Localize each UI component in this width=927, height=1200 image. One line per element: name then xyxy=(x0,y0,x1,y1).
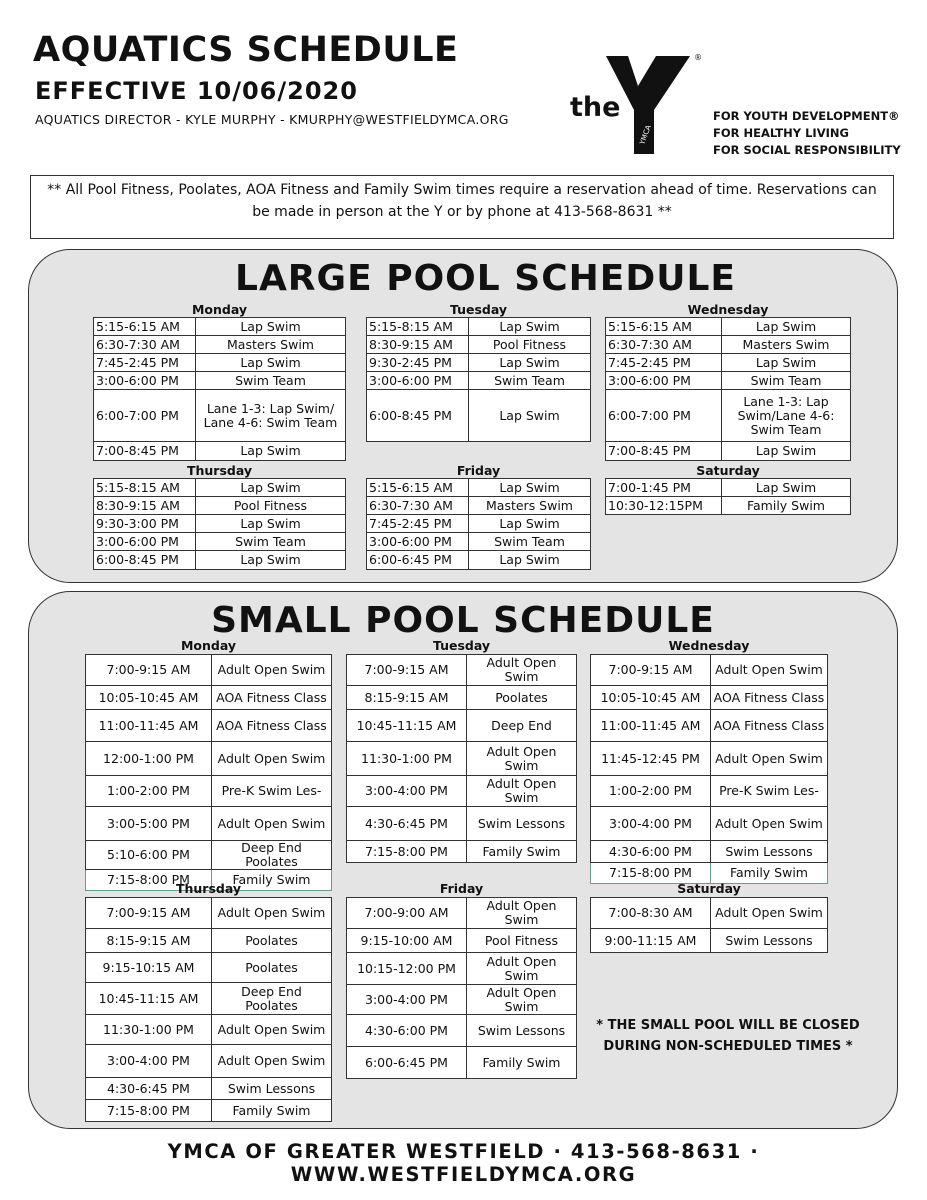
activity-cell: Adult Open Swim xyxy=(711,898,828,929)
table-row xyxy=(347,710,577,742)
table-row xyxy=(347,1015,577,1047)
table-row xyxy=(86,983,332,1015)
time-cell: 10:15-12:00 PM xyxy=(347,953,467,985)
table-row xyxy=(347,807,577,841)
large-friday-table xyxy=(366,478,591,570)
table-row xyxy=(591,929,828,953)
time-cell: 10:30-12:15PM xyxy=(606,497,722,515)
table-row xyxy=(94,390,346,442)
small-thursday-table xyxy=(85,897,332,1122)
table-row xyxy=(367,372,591,390)
activity-cell: Deep End Poolates xyxy=(212,983,332,1015)
time-cell: 3:00-4:00 PM xyxy=(86,1045,212,1078)
activity-cell: Swim Lessons xyxy=(467,807,577,841)
table-row xyxy=(86,929,332,953)
activity-cell: Swim Lessons xyxy=(212,1078,332,1100)
time-cell: 6:30-7:30 AM xyxy=(94,336,196,354)
table-row xyxy=(591,742,828,776)
table-row xyxy=(347,655,577,686)
time-cell: 6:00-8:45 PM xyxy=(367,390,469,442)
table-row xyxy=(367,533,591,551)
time-cell: 11:45-12:45 PM xyxy=(591,742,711,776)
time-cell: 3:00-5:00 PM xyxy=(86,807,212,841)
time-cell: 3:00-6:00 PM xyxy=(367,533,469,551)
small-pool-title: SMALL POOL SCHEDULE xyxy=(211,600,715,641)
activity-cell: Adult Open Swim xyxy=(711,807,828,841)
activity-cell: Lap Swim xyxy=(722,318,851,336)
activity-cell: Masters Swim xyxy=(196,336,346,354)
activity-cell: Pre-K Swim Les- xyxy=(711,776,828,807)
table-row xyxy=(86,710,332,742)
time-cell: 4:30-6:45 PM xyxy=(347,807,467,841)
large-thursday-table xyxy=(93,478,346,570)
time-cell: 5:15-6:15 AM xyxy=(94,318,196,336)
activity-cell: Family Swim xyxy=(467,841,577,863)
time-cell: 5:15-8:15 AM xyxy=(367,318,469,336)
activity-cell: Family Swim xyxy=(711,863,828,884)
large-day-wednesday: Wednesday xyxy=(687,302,769,317)
table-row xyxy=(94,372,346,390)
large-day-saturday: Saturday xyxy=(696,463,760,478)
table-row xyxy=(367,479,591,497)
activity-cell: Lane 1-3: Lap Swim/ Lane 4-6: Swim Team xyxy=(196,390,346,442)
time-cell: 7:15-8:00 PM xyxy=(591,863,711,884)
table-row xyxy=(347,841,577,863)
tagline-youth-development: FOR YOUTH DEVELOPMENT® xyxy=(713,109,900,123)
time-cell: 9:30-2:45 PM xyxy=(367,354,469,372)
time-cell: 5:15-6:15 AM xyxy=(606,318,722,336)
activity-cell: Lap Swim xyxy=(196,551,346,570)
table-row xyxy=(367,497,591,515)
time-cell: 10:45-11:15 AM xyxy=(86,983,212,1015)
time-cell: 3:00-6:00 PM xyxy=(606,372,722,390)
table-row xyxy=(606,336,851,354)
activity-cell: Adult Open Swim xyxy=(212,1015,332,1045)
activity-cell: AOA Fitness Class xyxy=(711,710,828,742)
small-pool-closed-note xyxy=(578,1015,878,1057)
time-cell: 6:00-7:00 PM xyxy=(606,390,722,442)
large-day-tuesday: Tuesday xyxy=(449,302,508,317)
table-row xyxy=(606,479,851,497)
time-cell: 7:00-8:45 PM xyxy=(94,442,196,461)
aquatics-director-contact: AQUATICS DIRECTOR - KYLE MURPHY - KMURPHY@WESTFIELDYMCA.ORG xyxy=(35,112,509,127)
activity-cell: Adult Open Swim xyxy=(467,742,577,776)
small-wednesday-table xyxy=(590,654,828,884)
time-cell: 10:05-10:45 AM xyxy=(86,686,212,710)
table-row xyxy=(86,655,332,686)
table-row xyxy=(94,442,346,461)
time-cell: 3:00-4:00 PM xyxy=(347,776,467,807)
table-row xyxy=(86,742,332,776)
small-day-wednesday: Wednesday xyxy=(668,638,750,653)
table-row xyxy=(94,515,346,533)
large-pool-title: LARGE POOL SCHEDULE xyxy=(235,258,736,299)
time-cell: 9:00-11:15 AM xyxy=(591,929,711,953)
registered-mark: ® xyxy=(694,53,702,62)
activity-cell: Swim Team xyxy=(196,372,346,390)
activity-cell: AOA Fitness Class xyxy=(711,686,828,710)
time-cell: 12:00-1:00 PM xyxy=(86,742,212,776)
small-day-thursday: Thursday xyxy=(175,881,242,896)
time-cell: 7:00-1:45 PM xyxy=(606,479,722,497)
time-cell: 3:00-4:00 PM xyxy=(347,985,467,1015)
closed-note-line-2: DURING NON-SCHEDULED TIMES * xyxy=(603,1039,853,1054)
time-cell: 9:15-10:15 AM xyxy=(86,953,212,983)
time-cell: 7:00-9:15 AM xyxy=(591,655,711,686)
reservation-notice: ** All Pool Fitness, Poolates, AOA Fitness and Family Swim times require a reservation ahead of time. Reservations can be made in person at the Y or by phone at 413-568-8631 ** xyxy=(30,175,894,239)
table-row xyxy=(606,372,851,390)
time-cell: 7:45-2:45 PM xyxy=(367,515,469,533)
activity-cell: Pool Fitness xyxy=(469,336,591,354)
table-row xyxy=(94,336,346,354)
time-cell: 7:15-8:00 PM xyxy=(86,870,212,891)
time-cell: 8:30-9:15 AM xyxy=(367,336,469,354)
time-cell: 6:30-7:30 AM xyxy=(606,336,722,354)
time-cell: 6:30-7:30 AM xyxy=(367,497,469,515)
large-day-monday: Monday xyxy=(191,302,248,317)
time-cell: 4:30-6:45 PM xyxy=(86,1078,212,1100)
activity-cell: Swim Team xyxy=(722,372,851,390)
table-row xyxy=(591,807,828,841)
footer-contact: YMCA OF GREATER WESTFIELD · 413-568-8631 · WWW.WESTFIELDYMCA.ORG xyxy=(167,1140,760,1186)
activity-cell: Adult Open Swim xyxy=(467,898,577,929)
table-row xyxy=(347,1047,577,1079)
activity-cell: Lap Swim xyxy=(722,479,851,497)
table-row xyxy=(86,898,332,929)
time-cell: 6:00-7:00 PM xyxy=(94,390,196,442)
large-day-thursday: Thursday xyxy=(186,463,253,478)
large-tuesday-table xyxy=(366,317,591,442)
table-row xyxy=(94,479,346,497)
activity-cell: Adult Open Swim xyxy=(711,742,828,776)
activity-cell: Adult Open Swim xyxy=(212,807,332,841)
activity-cell: Adult Open Swim xyxy=(212,898,332,929)
activity-cell: Lap Swim xyxy=(469,479,591,497)
activity-cell: Family Swim xyxy=(722,497,851,515)
time-cell: 3:00-6:00 PM xyxy=(94,372,196,390)
table-row xyxy=(591,841,828,863)
large-day-friday: Friday xyxy=(456,463,501,478)
table-row xyxy=(347,985,577,1015)
time-cell: 9:30-3:00 PM xyxy=(94,515,196,533)
table-row xyxy=(94,497,346,515)
time-cell: 7:00-8:30 AM xyxy=(591,898,711,929)
table-row xyxy=(347,742,577,776)
table-row xyxy=(347,776,577,807)
table-row xyxy=(606,318,851,336)
small-saturday-table xyxy=(590,897,828,953)
activity-cell: Lap Swim xyxy=(196,442,346,461)
table-row xyxy=(367,354,591,372)
activity-cell: Pre-K Swim Les- xyxy=(212,776,332,807)
time-cell: 8:30-9:15 AM xyxy=(94,497,196,515)
table-row xyxy=(86,1045,332,1078)
activity-cell: Lap Swim xyxy=(196,515,346,533)
table-row xyxy=(86,841,332,870)
time-cell: 7:00-9:15 AM xyxy=(347,655,467,686)
activity-cell: Poolates xyxy=(467,686,577,710)
activity-cell: Poolates xyxy=(212,953,332,983)
table-row xyxy=(347,929,577,953)
activity-cell: Lap Swim xyxy=(196,318,346,336)
activity-cell: Swim Lessons xyxy=(467,1015,577,1047)
table-row xyxy=(86,953,332,983)
time-cell: 11:30-1:00 PM xyxy=(347,742,467,776)
activity-cell: Pool Fitness xyxy=(467,929,577,953)
small-day-tuesday: Tuesday xyxy=(432,638,491,653)
activity-cell: Family Swim xyxy=(212,870,332,891)
table-row xyxy=(347,686,577,710)
table-row xyxy=(86,1015,332,1045)
activity-cell: Adult Open Swim xyxy=(467,655,577,686)
ymca-logo xyxy=(568,50,708,158)
activity-cell: Lap Swim xyxy=(196,354,346,372)
large-saturday-table xyxy=(605,478,851,515)
activity-cell: Lap Swim xyxy=(722,354,851,372)
activity-cell: Swim Team xyxy=(469,533,591,551)
table-row xyxy=(86,807,332,841)
time-cell: 7:15-8:00 PM xyxy=(347,841,467,863)
time-cell: 9:15-10:00 AM xyxy=(347,929,467,953)
table-row xyxy=(94,551,346,570)
activity-cell: Masters Swim xyxy=(722,336,851,354)
activity-cell: Lap Swim xyxy=(469,515,591,533)
page-title: AQUATICS SCHEDULE xyxy=(33,30,459,70)
table-row xyxy=(606,497,851,515)
large-monday-table xyxy=(93,317,346,461)
table-row xyxy=(591,898,828,929)
table-row xyxy=(591,710,828,742)
table-row xyxy=(367,336,591,354)
table-row xyxy=(606,442,851,461)
small-day-monday: Monday xyxy=(180,638,237,653)
activity-cell: Family Swim xyxy=(467,1047,577,1079)
effective-date: EFFECTIVE 10/06/2020 xyxy=(35,77,358,105)
time-cell: 5:15-6:15 AM xyxy=(367,479,469,497)
activity-cell: Lap Swim xyxy=(196,479,346,497)
time-cell: 3:00-4:00 PM xyxy=(591,807,711,841)
table-row xyxy=(94,533,346,551)
activity-cell: Lap Swim xyxy=(469,354,591,372)
activity-cell: Lane 1-3: Lap Swim/Lane 4-6: Swim Team xyxy=(722,390,851,442)
activity-cell: Swim Team xyxy=(469,372,591,390)
time-cell: 6:00-8:45 PM xyxy=(94,551,196,570)
table-row xyxy=(367,390,591,442)
closed-note-line-1: * THE SMALL POOL WILL BE CLOSED xyxy=(596,1018,860,1033)
activity-cell: Masters Swim xyxy=(469,497,591,515)
activity-cell: Adult Open Swim xyxy=(467,953,577,985)
time-cell: 6:00-6:45 PM xyxy=(347,1047,467,1079)
time-cell: 1:00-2:00 PM xyxy=(86,776,212,807)
activity-cell: Deep End Poolates xyxy=(212,841,332,870)
activity-cell: Adult Open Swim xyxy=(467,776,577,807)
small-day-friday: Friday xyxy=(439,881,484,896)
table-row xyxy=(606,354,851,372)
time-cell: 5:15-8:15 AM xyxy=(94,479,196,497)
time-cell: 11:00-11:45 AM xyxy=(86,710,212,742)
activity-cell: Pool Fitness xyxy=(196,497,346,515)
time-cell: 3:00-6:00 PM xyxy=(367,372,469,390)
activity-cell: Lap Swim xyxy=(469,551,591,570)
time-cell: 8:15-9:15 AM xyxy=(347,686,467,710)
time-cell: 5:10-6:00 PM xyxy=(86,841,212,870)
activity-cell: Adult Open Swim xyxy=(212,1045,332,1078)
time-cell: 8:15-9:15 AM xyxy=(86,929,212,953)
activity-cell: Adult Open Swim xyxy=(212,742,332,776)
table-row xyxy=(367,318,591,336)
activity-cell: Swim Lessons xyxy=(711,841,828,863)
logo-the-text: the xyxy=(570,92,621,123)
table-row xyxy=(86,1078,332,1100)
ymca-y-icon xyxy=(568,50,708,158)
activity-cell: Deep End xyxy=(467,710,577,742)
activity-cell: Adult Open Swim xyxy=(212,655,332,686)
small-monday-table xyxy=(85,654,332,891)
time-cell: 10:05-10:45 AM xyxy=(591,686,711,710)
activity-cell: Lap Swim xyxy=(469,318,591,336)
time-cell: 7:45-2:45 PM xyxy=(606,354,722,372)
activity-cell: Swim Lessons xyxy=(711,929,828,953)
time-cell: 7:00-9:00 AM xyxy=(347,898,467,929)
logo-ymca-text: YMCA xyxy=(638,124,653,146)
table-row xyxy=(347,953,577,985)
large-wednesday-table xyxy=(605,317,851,461)
time-cell: 7:00-8:45 PM xyxy=(606,442,722,461)
time-cell: 3:00-6:00 PM xyxy=(94,533,196,551)
small-day-saturday: Saturday xyxy=(677,881,741,896)
time-cell: 4:30-6:00 PM xyxy=(591,841,711,863)
activity-cell: AOA Fitness Class xyxy=(212,686,332,710)
activity-cell: Lap Swim xyxy=(722,442,851,461)
time-cell: 4:30-6:00 PM xyxy=(347,1015,467,1047)
table-row xyxy=(591,776,828,807)
table-row xyxy=(347,898,577,929)
tagline-social-responsibility: FOR SOCIAL RESPONSIBILITY xyxy=(713,143,901,157)
table-row xyxy=(606,390,851,442)
small-tuesday-table xyxy=(346,654,577,863)
activity-cell: Family Swim xyxy=(212,1100,332,1122)
time-cell: 6:00-6:45 PM xyxy=(367,551,469,570)
table-row xyxy=(591,686,828,710)
activity-cell: Swim Team xyxy=(196,533,346,551)
activity-cell: Poolates xyxy=(212,929,332,953)
table-row xyxy=(86,776,332,807)
time-cell: 7:45-2:45 PM xyxy=(94,354,196,372)
table-row xyxy=(367,515,591,533)
activity-cell: Adult Open Swim xyxy=(467,985,577,1015)
activity-cell: Lap Swim xyxy=(469,390,591,442)
time-cell: 7:00-9:15 AM xyxy=(86,898,212,929)
time-cell: 10:45-11:15 AM xyxy=(347,710,467,742)
table-row xyxy=(86,1100,332,1122)
table-row xyxy=(86,686,332,710)
table-row xyxy=(367,551,591,570)
table-row xyxy=(94,354,346,372)
time-cell: 11:00-11:45 AM xyxy=(591,710,711,742)
activity-cell: AOA Fitness Class xyxy=(212,710,332,742)
table-row xyxy=(94,318,346,336)
table-row xyxy=(591,655,828,686)
time-cell: 7:00-9:15 AM xyxy=(86,655,212,686)
time-cell: 1:00-2:00 PM xyxy=(591,776,711,807)
time-cell: 11:30-1:00 PM xyxy=(86,1015,212,1045)
time-cell: 7:15-8:00 PM xyxy=(86,1100,212,1122)
small-friday-table xyxy=(346,897,577,1079)
activity-cell: Adult Open Swim xyxy=(711,655,828,686)
ymca-taglines xyxy=(713,108,901,159)
tagline-healthy-living: FOR HEALTHY LIVING xyxy=(713,126,849,140)
